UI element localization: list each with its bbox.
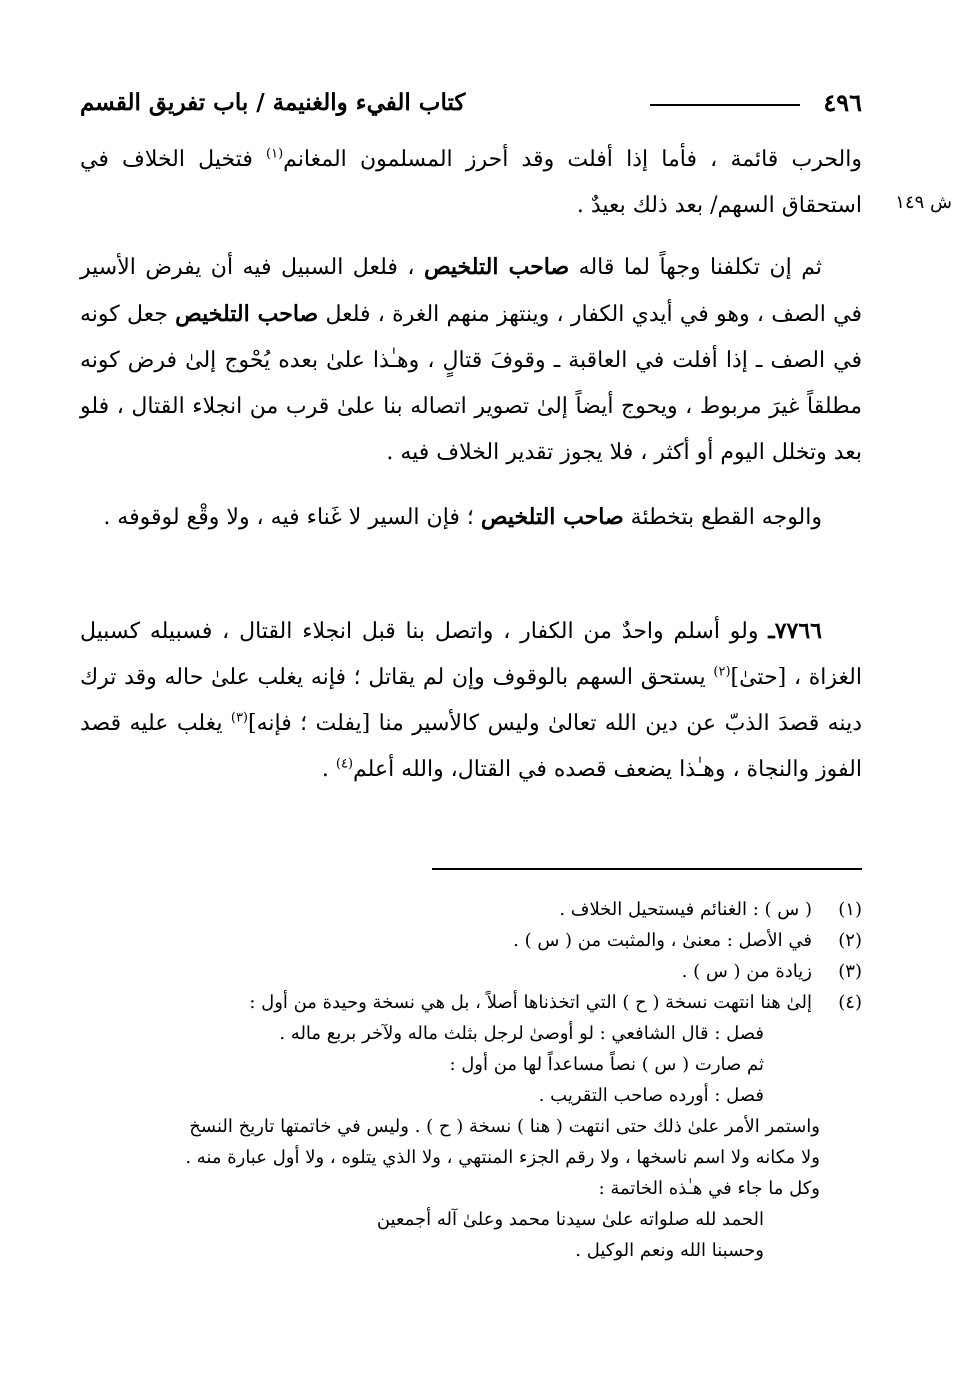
footnote-separator (432, 868, 862, 870)
footnote-ref-3[interactable]: (٣) (230, 710, 248, 726)
paragraph-2-text-a: ثم إن تكلفنا وجهاً لما قاله (569, 255, 822, 280)
footnote-number: (٢) (838, 930, 862, 951)
footnote-text: زيادة من ( س ) . (681, 961, 812, 982)
paragraph-2-text-c: ، فلعل السبيل فيه أن يفرض الأسير في الصف ، وهو في أيدي الكفار ، وينتهز منهم الغرة ، فلعل (80, 255, 862, 327)
paragraph-4-text-b: يستحق السهم بالوقوف وإن لم يقاتل ؛ فإنه يغلب علىٰ حاله وقد ترك دينه قصدَ الذبّ عن دين الله تعالىٰ وليس كالأسير منا [يفلت ؛ فإنه] (80, 665, 862, 736)
footnote-number: (٤) (838, 992, 862, 1013)
footnote-4-line: الحمد لله صلواته علىٰ سيدنا محمد وعلىٰ آله أجمعين (376, 1209, 764, 1230)
author-name: صاحب التلخيص (423, 254, 570, 280)
footnote-item (80, 925, 862, 956)
footnote-text: إلىٰ هنا انتهت نسخة ( ح ) التي اتخذناها أصلاً ، بل هي نسخة وحيدة من أول : (249, 992, 812, 1013)
paragraph-2 (80, 244, 862, 476)
paragraph-2-text-d: جعل كونه في الصف ـ إذا أفلت في العاقبة ـ وقوفَ قتالٍ ، وهـٰذا علىٰ بعده يُحْوج إلىٰ فرض كونه مطلقاً غيرَ مربوط ، ويحوج أيضاً إلىٰ تصوير اتصاله بنا علىٰ قرب من انجلاء القتال ، فلو بعد وتخلل اليوم أو أكثر ، فلا يجوز تقدير الخلاف فيه . (80, 302, 862, 465)
footnote-4-line: ثم صارت ( س ) نصاً مساعداً لها من أول : (449, 1054, 764, 1075)
footnote-number: (٣) (838, 961, 862, 982)
margin-note: ش ١٤٩ (895, 192, 952, 213)
footnote-4-line: فصل : قال الشافعي : لو أوصىٰ لرجل بثلث ماله ولآخر بربع ماله . (279, 1023, 764, 1044)
paragraph-4-text-a: ولو أسلم واحدٌ من الكفار ، واتصل بنا قبل انجلاء القتال ، فسبيله كسبيل الغزاة ، [حتىٰ] (80, 619, 862, 690)
footnote-4-line: ولا مكانه ولا اسم ناسخها ، ولا رقم الجزء المنتهي ، ولا الذي يتلوه ، ولا أول عبارة منه . (185, 1147, 820, 1168)
footnote-item (80, 956, 862, 987)
footnote-ref-1[interactable]: (١) (266, 146, 284, 162)
paragraph-3-text-a: والوجه القطع بتخطئة (623, 505, 822, 530)
footnote-4-line: وحسبنا الله ونعم الوكيل . (575, 1240, 764, 1261)
paragraph-3 (80, 494, 862, 541)
paragraph-4 (80, 608, 862, 793)
paragraph-3-text-c: ؛ فإن السير لا غَناء فيه ، ولا وقْع لوقوفه . (103, 505, 481, 530)
paragraph-4-text-c: يغلب عليه قصد الفوز والنجاة ، وهـٰذا يضعف قصده في القتال، والله أعلم (80, 711, 862, 782)
footnote-4-line: فصل : أورده صاحب التقريب . (538, 1085, 764, 1106)
header-rule (650, 104, 800, 106)
running-title: كتاب الفيء والغنيمة / باب تفريق القسم (80, 89, 466, 116)
footnote-ref-4[interactable]: (٤) (335, 756, 354, 772)
author-name: صاحب التلخيص (480, 504, 624, 530)
footnote-4-line: واستمر الأمر علىٰ ذلك حتى انتهت ( هنا ) نسخة ( ح ) . وليس في خاتمتها تاريخ النسخ (189, 1116, 820, 1137)
section-number: ٧٧٦٦ـ (768, 618, 822, 644)
page-header (80, 86, 862, 120)
footnote-text: ( س ) : الغنائم فيستحيل الخلاف . (559, 899, 812, 920)
footnote-number: (١) (838, 899, 862, 920)
footnotes (80, 894, 862, 1266)
author-name: صاحب التلخيص (175, 301, 319, 327)
footnote-item (80, 894, 862, 925)
footnote-item (80, 987, 862, 1018)
footnote-4-line: وكل ما جاء في هـٰذه الخاتمة : (598, 1178, 820, 1199)
page-number: ٤٩٦ (823, 88, 862, 117)
paragraph-1-text-a: والحرب قائمة ، فأما إذا أفلت وقد أحرز المسلمون المغانم (283, 147, 862, 172)
footnote-text: في الأصل : معنىٰ ، والمثبت من ( س ) . (513, 930, 812, 951)
paragraph-1-text-b: فتخيل الخلاف في استحقاق السهم/ بعد ذلك بعيدٌ . (80, 147, 862, 218)
footnote-ref-2[interactable]: (٢) (713, 664, 731, 680)
paragraph-1 (80, 137, 862, 229)
paragraph-4-text-d: . (321, 757, 336, 782)
